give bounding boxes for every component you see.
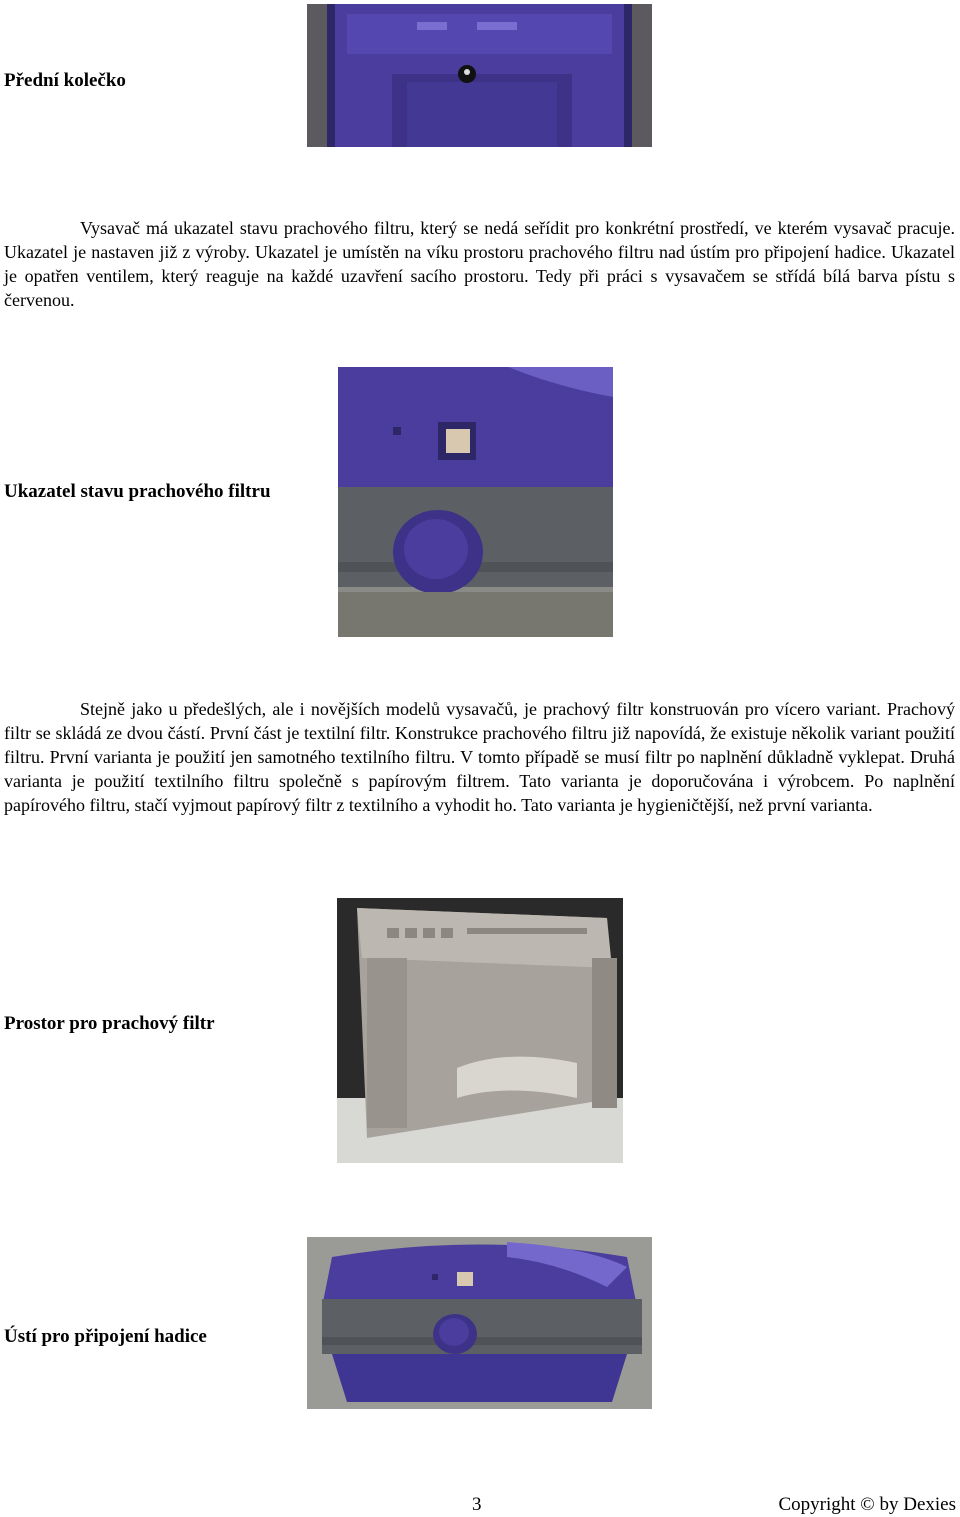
filter-compartment-photo (337, 898, 623, 1163)
front-wheel-photo (307, 4, 652, 147)
copyright-text: Copyright © by Dexies (778, 1494, 956, 1515)
paragraph-filter-text: Stejně jako u předešlých, ale i novějších modelů vysavačů, je prachový filtr konstruován pro vícero variant. Prachový filtr se skládá ze dvou částí. První část je textilní filtr. Konstrukce prachového filtru již napovídá, že existuje několik variant použití filtru. První varianta je použití jen samotného textilního filtru. V tomto případě se musí filtr po naplnění důkladně vyklepat. Druhá varianta je použití textilního filtru společně s papírovým filtrem. Tato varianta je doporučována i výrobcem. Po naplnění papírového filtru, stačí vyjmout papírový filtr z textilního a vyhodit ho. Tato varianta je hygieničtější, než první varianta. (4, 699, 955, 815)
filter-indicator-photo (338, 367, 613, 637)
caption-filter-indicator: Ukazatel stavu prachového filtru (4, 481, 271, 502)
paragraph-indicator-text: Vysavač má ukazatel stavu prachového filtru, který se nedá seřídit pro konkrétní prostředí, ve kterém vysavač pracuje. Ukazatel je nastaven již z výroby. Ukazatel je umístěn na víku prostoru prachového filtru nad ústím pro připojení hadice. Ukazatel je opatřen ventilem, který reaguje na každé uzavření sacího prostoru. Tedy při práci s vysavačem se střídá bílá barva pístu s červenou. (4, 218, 955, 310)
page-number: 3 (472, 1494, 482, 1515)
caption-hose-inlet: Ústí pro připojení hadice (4, 1326, 207, 1347)
caption-filter-compartment: Prostor pro prachový filtr (4, 1013, 215, 1034)
hose-inlet-photo (307, 1237, 652, 1409)
paragraph-filter (4, 697, 955, 817)
caption-front-wheel: Přední kolečko (4, 70, 126, 91)
paragraph-indicator (4, 216, 955, 312)
